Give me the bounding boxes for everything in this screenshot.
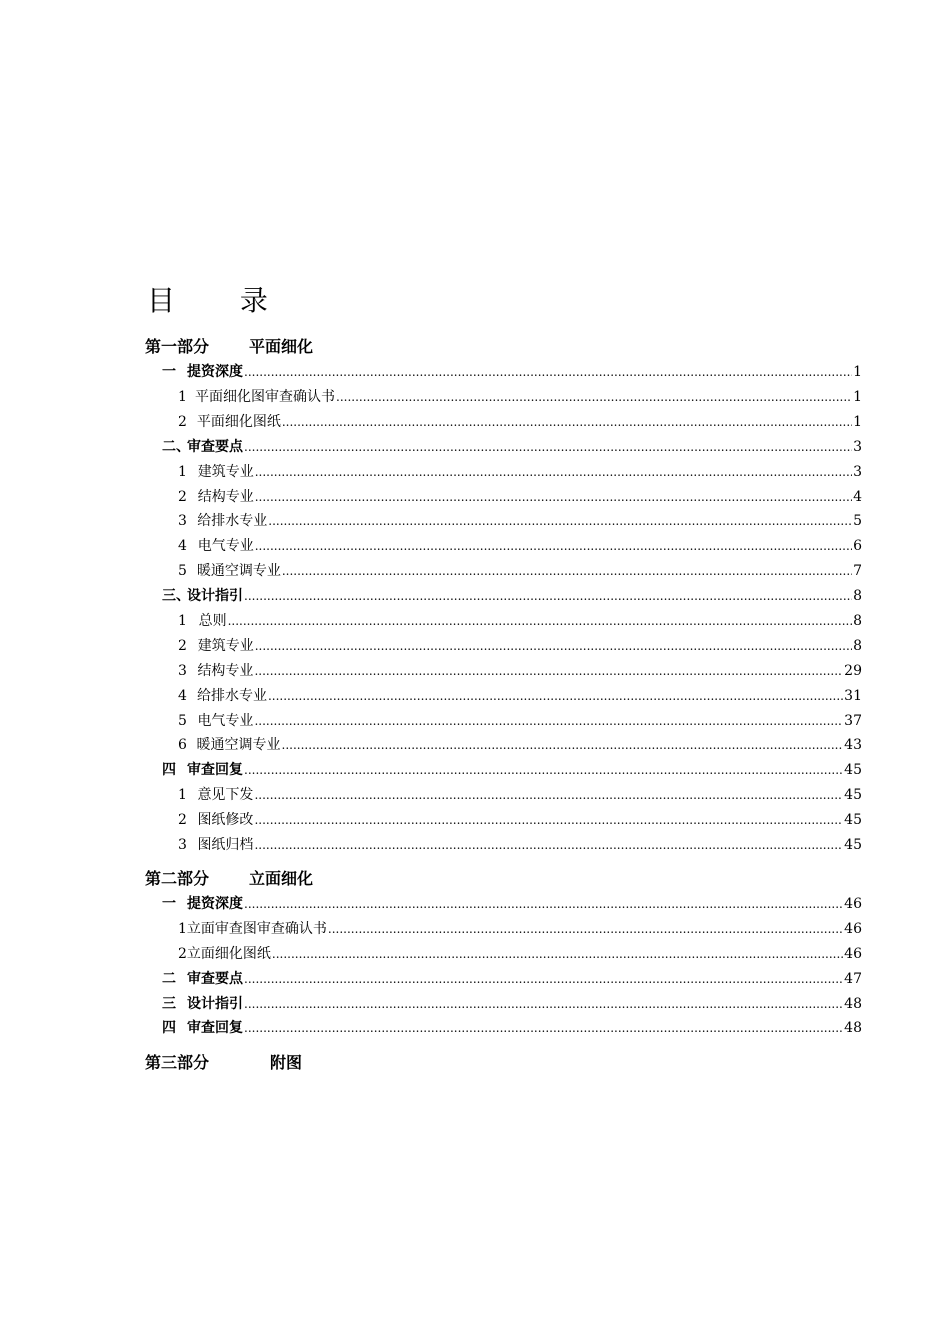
dot-leader xyxy=(282,735,844,755)
dot-leader xyxy=(228,611,852,631)
dot-leader xyxy=(244,586,852,606)
toc-entry[interactable] xyxy=(178,387,862,407)
part-name: 平面细化 xyxy=(249,337,314,356)
entry-text: 结构专业 xyxy=(197,489,254,505)
toc-entry[interactable] xyxy=(162,760,862,780)
entry-page: 8 xyxy=(853,638,862,654)
dot-leader xyxy=(244,362,852,382)
entry-page: 45 xyxy=(844,787,862,803)
entry-number: 2 xyxy=(178,812,187,828)
entry-page: 6 xyxy=(853,538,862,554)
entry-text: 设计指引 xyxy=(187,996,243,1012)
dot-leader xyxy=(244,1018,843,1038)
entry-text: 建筑专业 xyxy=(197,464,254,480)
toc-entry[interactable] xyxy=(178,711,862,731)
toc-entry[interactable] xyxy=(162,586,862,606)
entry-page: 48 xyxy=(844,996,862,1012)
toc-entry[interactable] xyxy=(178,487,862,507)
dot-leader xyxy=(268,686,843,706)
entry-number: 二、 xyxy=(162,439,190,455)
entry-text: 设计指引 xyxy=(187,588,243,604)
dot-leader xyxy=(328,919,843,939)
dot-leader xyxy=(255,636,852,656)
entry-page: 1 xyxy=(853,389,862,405)
toc-entry[interactable] xyxy=(162,1018,862,1038)
dot-leader xyxy=(254,810,843,830)
entry-page: 31 xyxy=(844,688,862,704)
entry-number: 1 xyxy=(178,921,187,937)
part-heading xyxy=(145,1051,302,1075)
entry-number: 四 xyxy=(162,762,176,778)
entry-page: 46 xyxy=(844,921,862,937)
entry-text: 结构专业 xyxy=(197,663,254,679)
toc-entry[interactable] xyxy=(178,511,862,531)
part-heading xyxy=(145,867,313,891)
dot-leader xyxy=(255,487,852,507)
part-heading xyxy=(145,335,313,359)
toc-entry[interactable] xyxy=(178,412,862,432)
entry-text: 给排水专业 xyxy=(196,688,267,704)
entry-number: 3 xyxy=(178,513,187,529)
toc-entry[interactable] xyxy=(162,894,862,914)
dot-leader xyxy=(254,711,843,731)
entry-page: 46 xyxy=(844,946,862,962)
part-number: 第一部分 xyxy=(145,337,210,356)
entry-text: 暖通空调专业 xyxy=(196,563,281,579)
dot-leader xyxy=(254,661,843,681)
dot-leader xyxy=(282,412,852,432)
entry-number: 1 xyxy=(178,787,187,803)
entry-number: 4 xyxy=(178,538,187,554)
entry-page: 45 xyxy=(844,812,862,828)
entry-page: 4 xyxy=(853,489,862,505)
entry-page: 7 xyxy=(853,563,862,579)
toc-entry[interactable] xyxy=(162,994,862,1014)
toc-title: 目 录 xyxy=(147,284,296,317)
dot-leader xyxy=(268,511,852,531)
toc-entry[interactable] xyxy=(178,686,862,706)
entry-page: 48 xyxy=(844,1020,862,1036)
entry-page: 43 xyxy=(844,737,862,753)
entry-number: 二 xyxy=(162,971,176,987)
entry-text: 平面细化图审查确认书 xyxy=(195,389,336,405)
entry-number: 2 xyxy=(178,414,187,430)
dot-leader xyxy=(255,536,852,556)
entry-number: 3 xyxy=(178,837,187,853)
dot-leader xyxy=(336,387,852,407)
dot-leader xyxy=(255,462,852,482)
dot-leader xyxy=(244,437,852,457)
entry-page: 8 xyxy=(853,613,862,629)
entry-page: 5 xyxy=(853,513,862,529)
entry-text: 图纸归档 xyxy=(197,837,254,853)
entry-text: 审查要点 xyxy=(187,439,243,455)
dot-leader xyxy=(244,994,843,1014)
entry-text: 意见下发 xyxy=(197,787,254,803)
entry-page: 8 xyxy=(853,588,862,604)
entry-text: 立面细化图纸 xyxy=(186,946,271,962)
toc-entry[interactable] xyxy=(178,561,862,581)
toc-entry[interactable] xyxy=(178,944,862,964)
entry-number: 2 xyxy=(178,489,187,505)
entry-text: 提资深度 xyxy=(187,896,243,912)
entry-number: 三 xyxy=(162,996,176,1012)
entry-page: 1 xyxy=(853,414,862,430)
entry-page: 1 xyxy=(853,364,862,380)
toc-entry[interactable] xyxy=(178,462,862,482)
entry-page: 46 xyxy=(844,896,862,912)
toc-entry[interactable] xyxy=(178,835,862,855)
toc-entry[interactable] xyxy=(162,969,862,989)
entry-text: 电气专业 xyxy=(197,538,254,554)
entry-page: 3 xyxy=(853,464,862,480)
entry-text: 审查回复 xyxy=(187,762,243,778)
entry-text: 总则 xyxy=(198,613,227,629)
entry-page: 45 xyxy=(844,837,862,853)
toc-entry[interactable] xyxy=(178,611,862,631)
entry-text: 给排水专业 xyxy=(197,513,268,529)
toc-entry[interactable] xyxy=(162,362,862,382)
entry-number: 1 xyxy=(178,389,187,405)
part-number: 第二部分 xyxy=(145,869,210,888)
dot-leader xyxy=(254,835,843,855)
dot-leader xyxy=(282,561,852,581)
toc-entry[interactable] xyxy=(178,785,862,805)
entry-number: 1 xyxy=(178,464,187,480)
entry-page: 45 xyxy=(844,762,862,778)
toc-entry[interactable] xyxy=(162,437,862,457)
toc-entry[interactable] xyxy=(178,636,862,656)
dot-leader xyxy=(272,944,843,964)
entry-page: 47 xyxy=(844,971,862,987)
entry-page: 3 xyxy=(853,439,862,455)
toc-entry[interactable] xyxy=(178,919,862,939)
toc-entry[interactable] xyxy=(178,810,862,830)
entry-number: 四 xyxy=(162,1020,176,1036)
entry-text: 平面细化图纸 xyxy=(196,414,281,430)
entry-number: 三、 xyxy=(162,588,190,604)
part-name: 立面细化 xyxy=(249,869,314,888)
entry-text: 提资深度 xyxy=(187,364,243,380)
dot-leader xyxy=(244,969,843,989)
part-name: 附图 xyxy=(270,1053,303,1072)
toc-entry[interactable] xyxy=(178,661,862,681)
entry-number: 5 xyxy=(178,713,187,729)
entry-number: 3 xyxy=(178,663,187,679)
entry-number: 4 xyxy=(178,688,187,704)
entry-number: 一 xyxy=(162,364,176,380)
entry-text: 立面审查图审查确认书 xyxy=(186,921,327,937)
entry-text: 建筑专业 xyxy=(197,638,254,654)
entry-text: 审查回复 xyxy=(187,1020,243,1036)
entry-page: 37 xyxy=(844,713,862,729)
entry-number: 一 xyxy=(162,896,176,912)
entry-text: 电气专业 xyxy=(197,713,254,729)
toc-entry[interactable] xyxy=(178,536,862,556)
entry-text: 暖通空调专业 xyxy=(196,737,281,753)
toc-entry[interactable] xyxy=(178,735,862,755)
entry-number: 2 xyxy=(178,946,187,962)
entry-number: 1 xyxy=(178,613,187,629)
entry-text: 审查要点 xyxy=(187,971,243,987)
dot-leader xyxy=(254,785,843,805)
entry-number: 5 xyxy=(178,563,187,579)
dot-leader xyxy=(244,760,843,780)
part-number: 第三部分 xyxy=(145,1053,210,1072)
entry-number: 6 xyxy=(178,737,187,753)
dot-leader xyxy=(244,894,843,914)
entry-page: 29 xyxy=(844,663,862,679)
entry-number: 2 xyxy=(178,638,187,654)
entry-text: 图纸修改 xyxy=(197,812,254,828)
